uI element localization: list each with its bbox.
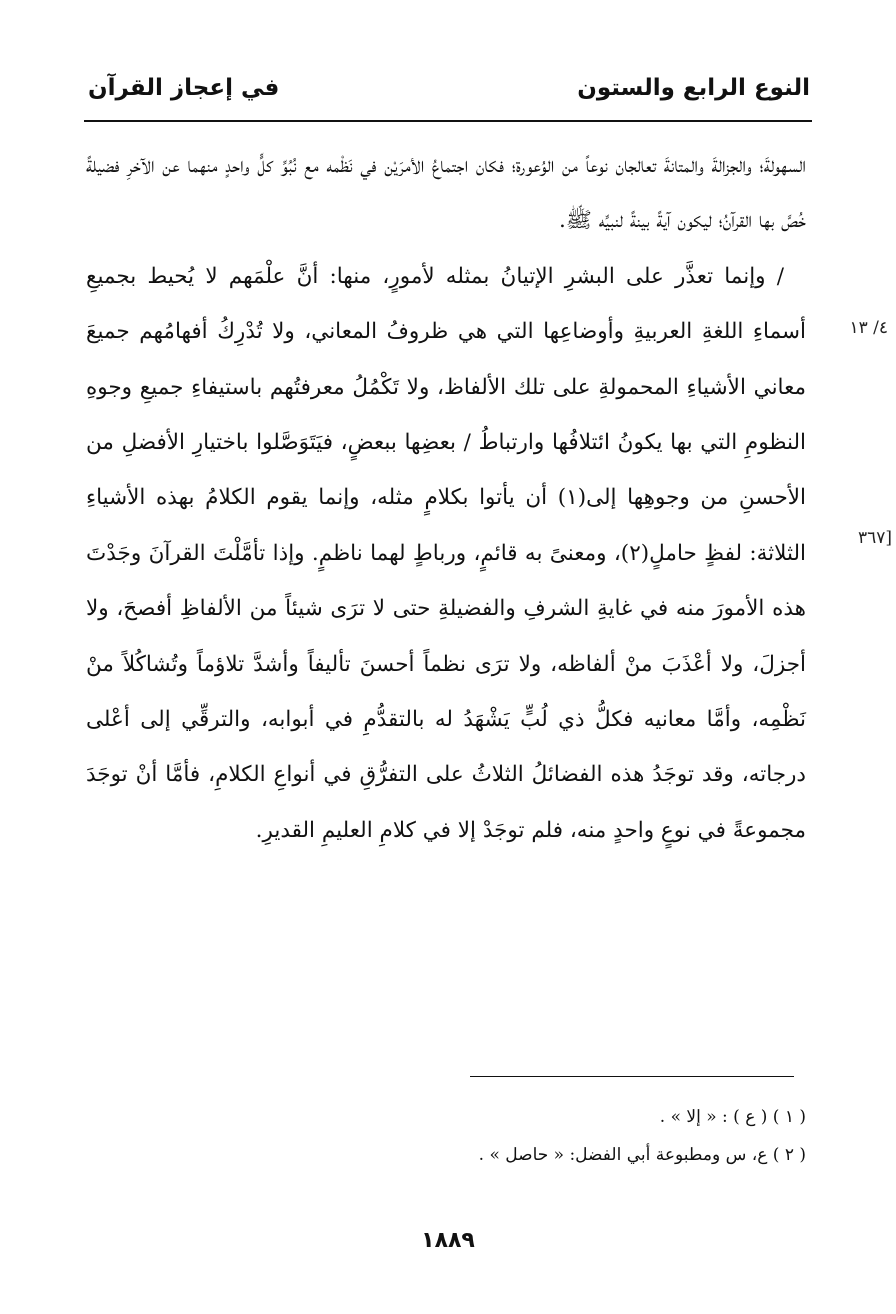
- margin-reference-volume-page: ٤/ ١٣: [849, 318, 888, 338]
- page-number: ١٨٨٩: [421, 1228, 475, 1253]
- main-text: [86, 138, 806, 858]
- footnote-1: ( ١ ) ( ع ) : « إلا » .: [659, 1107, 806, 1127]
- footnote-divider: [470, 1076, 794, 1077]
- book-title: في إعجاز القرآن: [88, 75, 280, 101]
- footnote-2: ( ٢ ) ع، س ومطبوعة أبي الفضل: « حاصل » .: [478, 1145, 806, 1165]
- header-divider: [84, 120, 812, 122]
- footnotes: [86, 1098, 806, 1174]
- margin-reference-manuscript-page: [٣٦٧: [857, 528, 892, 548]
- running-header: [88, 68, 810, 108]
- chapter-title: النوع الرابع والستون: [577, 75, 810, 101]
- paragraph: السهولةَ؛ والجزالةَ والمتانةَ تعالجان نوعاً من الوُعورة؛ فكان اجتماعُ الأمرَيْن في نَظْمه مع نُبُوِّ كلٍّ واحدٍ منهما عن الآخرِ فضيلةً خُصَّ بها القرآنُ؛ ليكون آيةً بينةً لنبيِّه ﷺ.: [86, 153, 806, 234]
- paragraph: / وإنما تعذَّر على البشرِ الإتيانُ بمثله لأمورٍ، منها: أنَّ علْمَهم لا يُحيط بجميعِ أسماءِ اللغةِ العربيةِ وأوضاعِها التي هي ظروفُ المعاني، ولا تُدْرِكُ أفهامُهم جميعَ معاني الأشياءِ المحمولةِ على تلك الألفاظ، ولا تَكْمُلُ معرفتُهم باستيفاءِ جميعِ وجوهِ النظومِ التي بها يكونُ ائتلافُها وارتباطُ / بعضِها ببعضٍ، فيَتَوَصَّلوا باختيارِ الأفضلِ من الأحسنِ من وجوهِها إلى(١) أن يأتوا بكلامٍ مثله، وإنما يقوم الكلامُ بهذه الأشياءِ الثلاثة: لفظٍ حاملٍ(٢)، ومعنىً به قائمٍ، ورباطٍ لهما ناظمٍ. وإذا تأمَّلْتَ القرآنَ وجَدْتَ هذه الأمورَ منه في غايةِ الشرفِ والفضيلةِ حتى لا ترَى شيئاً من الألفاظِ أفصحَ، ولا أجزلَ، ولا أعْذَبَ منْ ألفاظه، ولا ترَى نظماً أحسنَ تأليفاً وأشدَّ تلاؤماً وتُشاكُلاً منْ نَظْمِه، وأمَّا معانيه فكلُّ ذي لُبٍّ يَشْهَدُ له بالتقدُّمِ في أبوابه، والترقِّي إلى أعْلى درجاته، وقد توجَدُ هذه الفضائلُ الثلاثُ على التفرُّقِ في أنواعِ الكلامِ، فأمَّا أنْ توجَدَ مجموعةً في نوعٍ واحدٍ منه، فلم توجَدْ إلا في كلامِ العليمِ القديرِ.: [86, 263, 806, 843]
